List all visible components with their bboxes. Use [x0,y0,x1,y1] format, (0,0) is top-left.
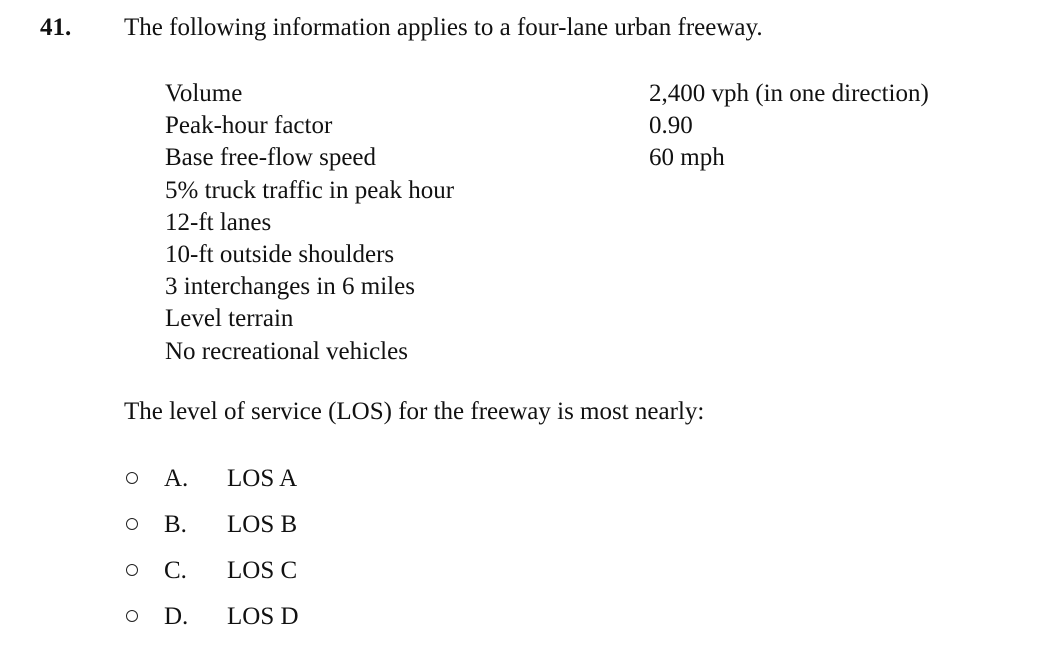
choice-letter: C. [164,557,187,584]
given-label-free-flow-speed: Base free-flow speed [165,144,377,172]
given-row [0,207,1046,239]
given-label-lane-width: 12-ft lanes [165,208,272,236]
choice-text: LOS D [227,603,299,630]
given-row [0,271,1046,303]
choice-text: LOS B [227,511,298,538]
answer-choice-d[interactable] [0,600,600,646]
choice-text: LOS A [227,465,298,492]
given-row [0,336,1046,368]
given-label-interchanges: 3 interchanges in 6 miles [165,273,415,301]
given-value-volume: 2,400 vph (in one direction) [649,80,929,107]
radio-button-c[interactable] [126,564,138,576]
given-label-terrain: Level terrain [165,305,294,333]
choice-text: LOS C [227,557,298,584]
answer-choice-a[interactable] [0,462,600,508]
given-row [0,78,1046,110]
choice-letter: D. [164,603,189,630]
choice-letter: A. [164,465,189,492]
given-data-list [0,78,1046,368]
given-label-peak-hour-factor: Peak-hour factor [165,112,333,140]
given-value-free-flow-speed: 60 mph [649,144,725,172]
answer-choices [0,462,600,646]
given-row [0,110,1046,142]
radio-button-d[interactable] [126,610,138,622]
question-number: 41. [40,14,72,41]
given-label-recreational-vehicles: No recreational vehicles [165,337,408,365]
choice-letter: B. [164,511,187,538]
given-label-truck-traffic: 5% truck traffic in peak hour [165,176,455,204]
given-row [0,175,1046,207]
given-value-peak-hour-factor: 0.90 [649,112,693,140]
radio-button-b[interactable] [126,518,138,530]
answer-choice-c[interactable] [0,554,600,600]
given-row [0,239,1046,271]
radio-button-a[interactable] [126,472,138,484]
given-label-shoulders: 10-ft outside shoulders [165,240,395,268]
given-row [0,303,1046,335]
given-label-volume: Volume [165,80,243,107]
question-stem: The following information applies to a four-lane urban freeway. [124,14,763,41]
given-row [0,142,1046,174]
answer-choice-b[interactable] [0,508,600,554]
question-prompt: The level of service (LOS) for the freeway is most nearly: [124,398,705,425]
